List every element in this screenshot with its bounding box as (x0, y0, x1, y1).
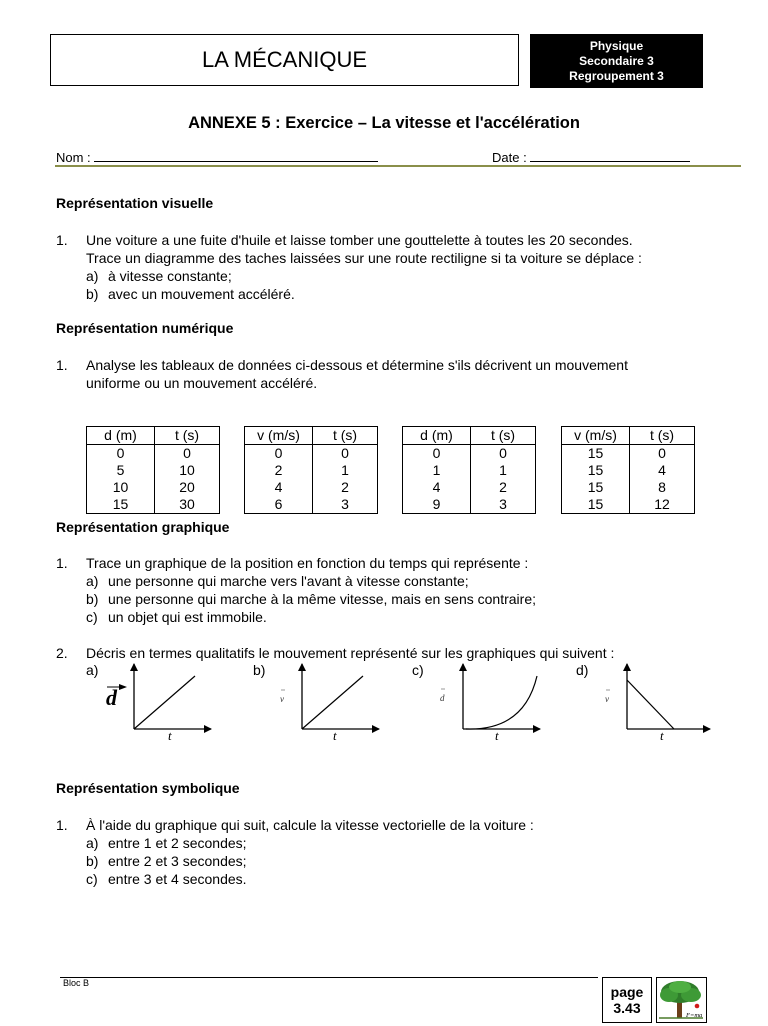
graph-b (280, 664, 379, 743)
graph-c-y-label: d (440, 693, 445, 703)
table-cell: 2 (341, 479, 349, 495)
option-text: entre 2 et 3 secondes; (108, 853, 247, 869)
graph-d (605, 664, 710, 743)
table-cell: 10 (179, 462, 195, 478)
table-cell: 15 (562, 496, 630, 514)
option-text: entre 1 et 2 secondes; (108, 835, 247, 851)
table-cell: 0 (341, 445, 349, 461)
badge-subject: Physique (589, 38, 644, 53)
question-text: À l'aide du graphique qui suit, calcule la vitesse vectorielle de la voiture : (86, 817, 534, 833)
table-cell: 0 (658, 445, 666, 461)
option-text: entre 3 et 4 secondes. (108, 871, 247, 887)
question-text: Trace un graphique de la position en fonction du temps qui représente : (86, 555, 529, 571)
option-text: une personne qui marche vers l'avant à vitesse constante; (108, 573, 469, 589)
option-label: b) (86, 591, 99, 607)
annex-title: ANNEXE 5 : Exercice – La vitesse et l'accélération (188, 114, 580, 132)
question-number: 1. (56, 817, 68, 833)
graph-b-x-label: t (333, 728, 337, 743)
section-heading-symbolic: Représentation symbolique (56, 780, 240, 796)
graph-b-curve (302, 676, 363, 729)
table-cell: 1 (341, 462, 349, 478)
question-number: 1. (56, 555, 68, 571)
table-cell: 5 (87, 462, 155, 479)
section-heading-graphic: Représentation graphique (56, 519, 230, 535)
graph-d-y-label: v (605, 694, 609, 704)
table-header: v (m/s) (562, 427, 630, 445)
question-text: Analyse les tableaux de données ci-dessous et détermine s'ils décrivent un mouvement (86, 357, 628, 373)
table-cell: 0 (183, 445, 191, 461)
option-label: a) (86, 835, 99, 851)
graph-d-x-label: t (660, 728, 664, 743)
table-cell: 2 (245, 462, 313, 479)
graph-a-x-label: t (168, 728, 172, 743)
tree-icon (657, 978, 705, 1021)
question-number: 1. (56, 232, 68, 248)
table-cell: 15 (87, 496, 155, 514)
table-header: t (s) (471, 427, 536, 445)
name-label: Nom : (56, 150, 91, 165)
option-label: c) (86, 871, 98, 887)
table-cell: 9 (403, 496, 471, 514)
question-text: Trace un diagramme des taches laissées sur une route rectiligne si ta voiture se déplace : (86, 250, 642, 266)
table-cell: 15 (562, 462, 630, 479)
table-cell: 4 (658, 462, 666, 478)
table-header: d (m) (403, 427, 471, 445)
table-cell: 10 (87, 479, 155, 496)
table-header: t (s) (313, 427, 378, 445)
section-heading-numeric: Représentation numérique (56, 320, 234, 336)
page-number-box (602, 977, 652, 1023)
page-title: LA MÉCANIQUE (50, 34, 519, 86)
table-header: t (s) (155, 427, 220, 445)
question-text: Une voiture a une fuite d'huile et laisse tomber une gouttelette à toutes les 20 secondes. (86, 232, 633, 248)
option-label: b) (86, 286, 99, 302)
graph-b-y-label: v (280, 694, 284, 704)
table-header: d (m) (87, 427, 155, 445)
table-cell: 2 (499, 479, 507, 495)
footer-rule (60, 977, 598, 978)
badge-cluster: Regroupement 3 (569, 68, 664, 83)
date-label: Date : (492, 150, 527, 165)
question-number: 2. (56, 645, 68, 661)
option-text: à vitesse constante; (108, 268, 232, 284)
table-cell: 3 (341, 496, 349, 512)
table-cell: 20 (179, 479, 195, 495)
table-cell: 3 (499, 496, 507, 512)
option-text: une personne qui marche à la même vitesse, mais en sens contraire; (108, 591, 536, 607)
table-cell: 1 (499, 462, 507, 478)
question-text: uniforme ou un mouvement accéléré. (86, 375, 318, 391)
graph-label-c: c) (412, 662, 424, 678)
badge-level: Secondaire 3 (579, 53, 654, 68)
table-cell: 30 (179, 496, 195, 512)
graph-label-d: d) (576, 662, 589, 678)
graph-a-y-label: d (106, 685, 117, 710)
option-label: a) (86, 268, 99, 284)
option-label: c) (86, 609, 98, 625)
tree-logo (656, 977, 707, 1023)
graph-c (440, 664, 540, 743)
graph-c-curve (466, 676, 537, 729)
graph-label-b: b) (253, 662, 266, 678)
table-cell: 0 (87, 445, 155, 463)
table-cell: 4 (245, 479, 313, 496)
page-number: 3.43 (613, 1000, 641, 1016)
table-cell: 1 (403, 462, 471, 479)
graph-c-x-label: t (495, 728, 499, 743)
graph-a-curve (134, 676, 195, 729)
table-cell: 0 (245, 445, 313, 463)
option-text: avec un mouvement accéléré. (108, 286, 295, 302)
table-cell: 15 (562, 445, 630, 463)
page-label: page (610, 984, 644, 1000)
footer-bloc: Bloc B (63, 978, 90, 988)
logo-formula: F=ma (686, 1012, 703, 1019)
table-cell: 0 (499, 445, 507, 461)
table-cell: 8 (658, 479, 666, 495)
option-text: un objet qui est immobile. (108, 609, 267, 625)
table-header: t (s) (630, 427, 695, 445)
table-cell: 15 (562, 479, 630, 496)
table-cell: 12 (654, 496, 670, 512)
question-text: Décris en termes qualitatifs le mouvement représenté sur les graphiques qui suivent : (86, 645, 615, 661)
table-cell: 4 (403, 479, 471, 496)
section-heading-visual: Représentation visuelle (56, 195, 214, 211)
table-header: v (m/s) (245, 427, 313, 445)
table-cell: 6 (245, 496, 313, 514)
graph-a (106, 664, 211, 743)
question-number: 1. (56, 357, 68, 373)
option-label: b) (86, 853, 99, 869)
option-label: a) (86, 573, 99, 589)
table-cell: 0 (403, 445, 471, 463)
graph-label-a: a) (86, 662, 99, 678)
graph-d-curve (627, 680, 674, 729)
